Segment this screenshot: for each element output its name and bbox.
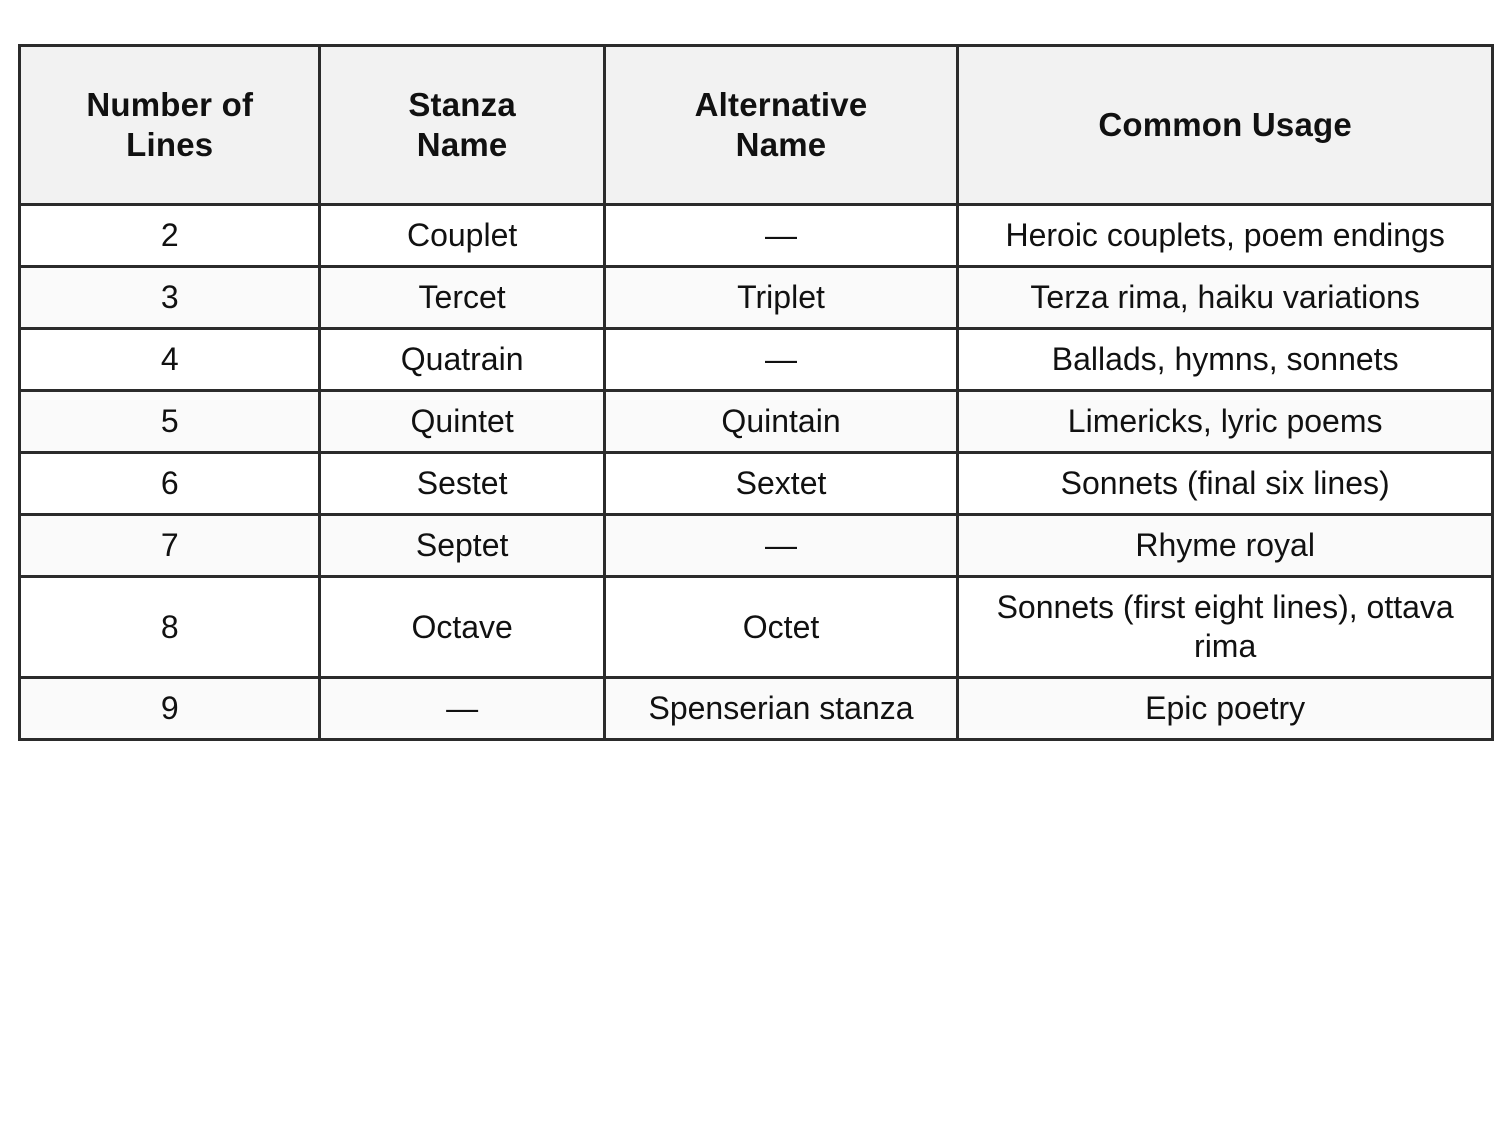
cell-stanza-name: Couplet [320, 205, 604, 267]
cell-common-usage: Sonnets (first eight lines), ottava rima [958, 577, 1493, 678]
table-row [20, 515, 1493, 577]
cell-common-usage: Terza rima, haiku variations [958, 267, 1493, 329]
table-row [20, 329, 1493, 391]
cell-number-of-lines: 9 [20, 678, 320, 740]
table-header-row [20, 46, 1493, 205]
cell-alternative-name: Spenserian stanza [604, 678, 958, 740]
column-header-line-2: Name [416, 126, 508, 163]
cell-stanza-name: Tercet [320, 267, 604, 329]
cell-number-of-lines: 5 [20, 391, 320, 453]
column-header-common-usage [958, 46, 1493, 205]
column-header-stanza-name [320, 46, 604, 205]
column-header-line-2: Lines [126, 126, 214, 163]
cell-stanza-name: — [320, 678, 604, 740]
table-row [20, 453, 1493, 515]
table-row [20, 267, 1493, 329]
table-header [20, 46, 1493, 205]
column-header-line-1: Number of [86, 85, 254, 123]
cell-stanza-name: Octave [320, 577, 604, 678]
column-header-number-of-lines [20, 46, 320, 205]
column-header-alternative-name [604, 46, 958, 205]
cell-common-usage: Epic poetry [958, 678, 1493, 740]
table-row [20, 678, 1493, 740]
column-header-line-1: Alternative [694, 85, 868, 123]
cell-number-of-lines: 6 [20, 453, 320, 515]
cell-common-usage: Heroic couplets, poem endings [958, 205, 1493, 267]
cell-alternative-name: — [604, 329, 958, 391]
cell-alternative-name: Quintain [604, 391, 958, 453]
table-row [20, 205, 1493, 267]
cell-number-of-lines: 7 [20, 515, 320, 577]
cell-number-of-lines: 2 [20, 205, 320, 267]
cell-number-of-lines: 3 [20, 267, 320, 329]
table-row [20, 577, 1493, 678]
cell-alternative-name: Sextet [604, 453, 958, 515]
table-body [20, 205, 1493, 740]
cell-alternative-name: Triplet [604, 267, 958, 329]
stanza-forms-table [18, 44, 1494, 741]
cell-stanza-name: Quintet [320, 391, 604, 453]
cell-common-usage: Ballads, hymns, sonnets [958, 329, 1493, 391]
cell-stanza-name: Septet [320, 515, 604, 577]
cell-common-usage: Sonnets (final six lines) [958, 453, 1493, 515]
cell-common-usage: Limericks, lyric poems [958, 391, 1493, 453]
cell-number-of-lines: 4 [20, 329, 320, 391]
cell-alternative-name: — [604, 205, 958, 267]
cell-stanza-name: Quatrain [320, 329, 604, 391]
table-row [20, 391, 1493, 453]
column-header-line-2: Name [735, 126, 827, 163]
cell-alternative-name: — [604, 515, 958, 577]
column-header-line-1: Stanza [408, 85, 516, 123]
cell-number-of-lines: 8 [20, 577, 320, 678]
cell-stanza-name: Sestet [320, 453, 604, 515]
cell-common-usage: Rhyme royal [958, 515, 1493, 577]
cell-alternative-name: Octet [604, 577, 958, 678]
column-header-line-1: Common Usage [1098, 105, 1352, 143]
